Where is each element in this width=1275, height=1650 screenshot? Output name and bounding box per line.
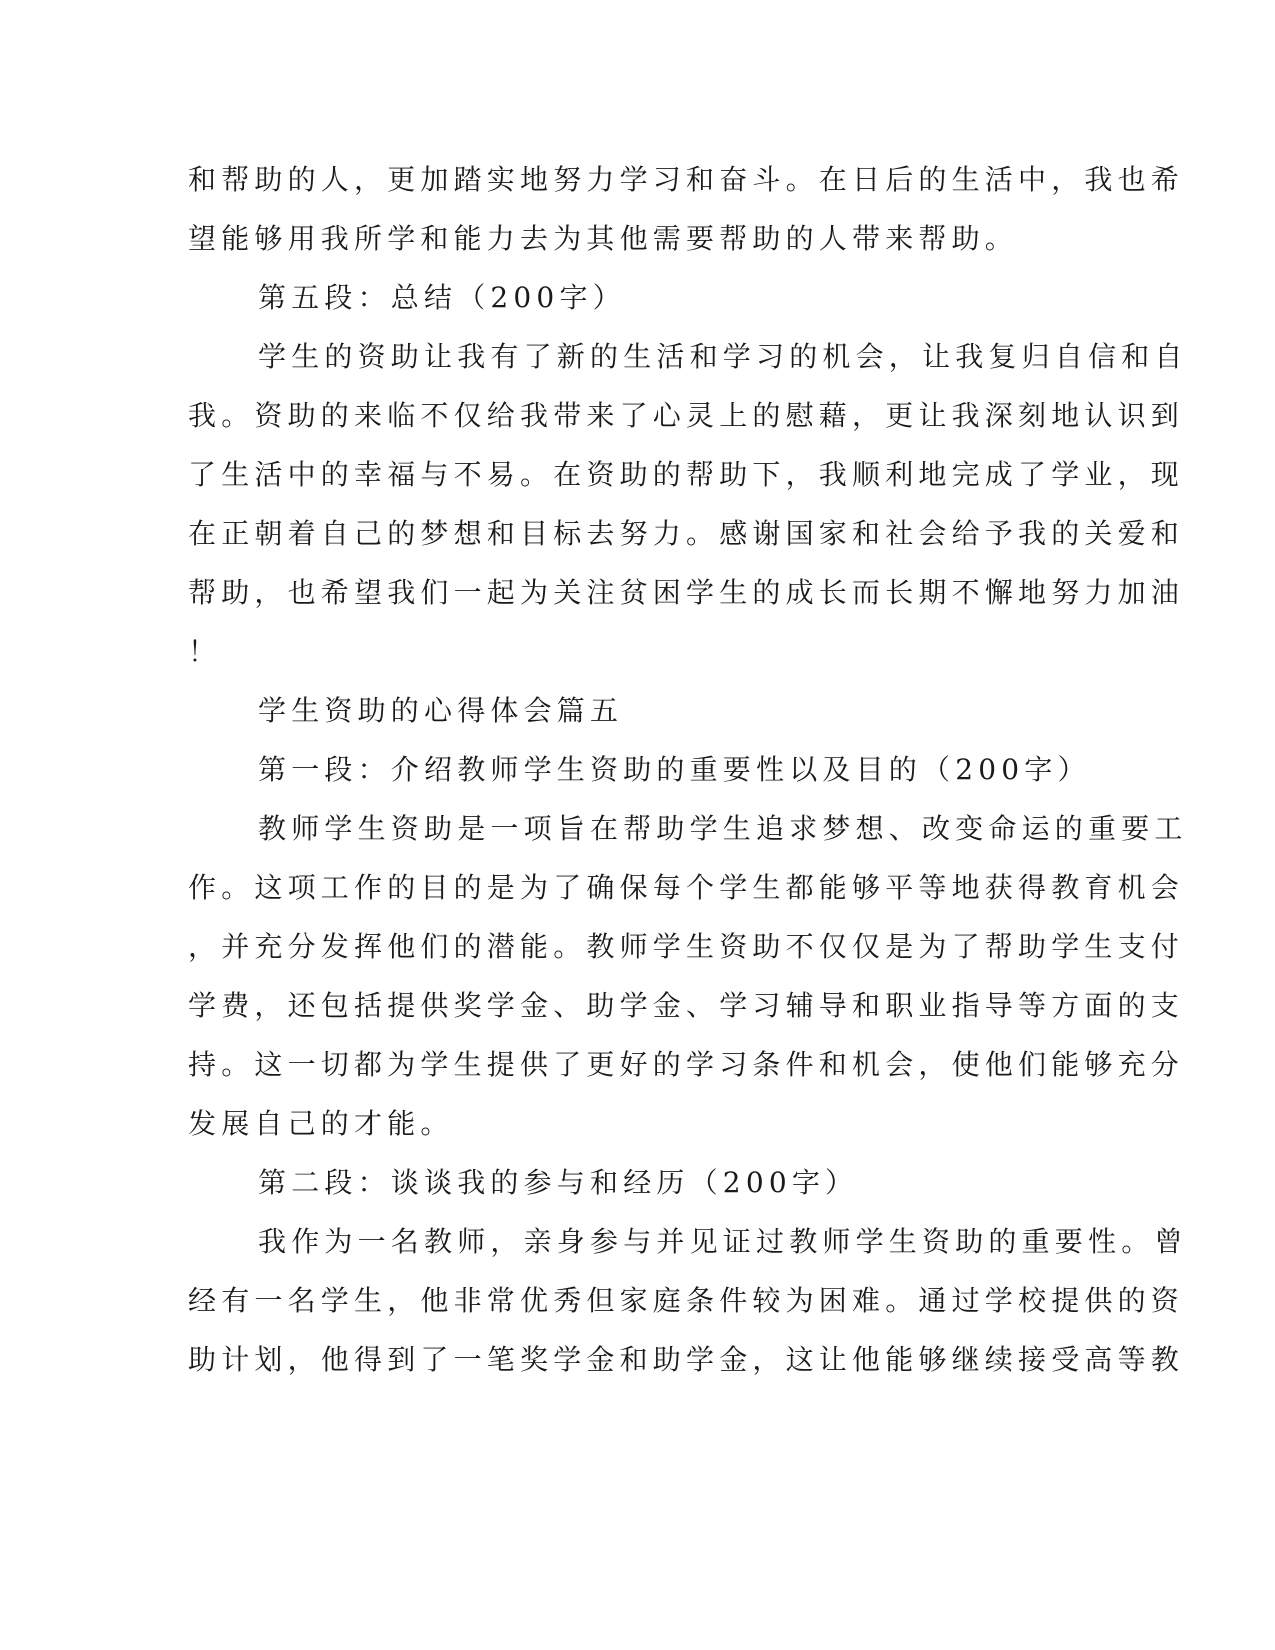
section-heading: 第二段：谈谈我的参与和经历（200字） xyxy=(258,1166,859,1199)
section-heading: 第五段：总结（200字） xyxy=(258,281,626,314)
paragraph-line: 了生活中的幸福与不易。在资助的帮助下，我顺利地完成了学业，现 xyxy=(188,458,1185,491)
paragraph-line: 我作为一名教师，亲身参与并见证过教师学生资助的重要性。曾 xyxy=(258,1225,1188,1258)
paragraph-line: 学生的资助让我有了新的生活和学习的机会，让我复归自信和自 xyxy=(258,340,1188,373)
paragraph-line: 望能够用我所学和能力去为其他需要帮助的人带来帮助。 xyxy=(188,222,1019,255)
article-title: 学生资助的心得体会篇五 xyxy=(258,694,624,727)
paragraph-line: 学费，还包括提供奖学金、助学金、学习辅导和职业指导等方面的支 xyxy=(188,989,1185,1022)
paragraph-line: 发展自己的才能。 xyxy=(188,1107,454,1140)
paragraph-line: ，并充分发挥他们的潜能。教师学生资助不仅仅是为了帮助学生支付 xyxy=(188,930,1185,963)
paragraph-line: 教师学生资助是一项旨在帮助学生追求梦想、改变命运的重要工 xyxy=(258,812,1188,845)
paragraph-line: 持。这一切都为学生提供了更好的学习条件和机会，使他们能够充分 xyxy=(188,1048,1185,1081)
paragraph-line: 我。资助的来临不仅给我带来了心灵上的慰藉，更让我深刻地认识到 xyxy=(188,399,1185,432)
paragraph-line: 帮助，也希望我们一起为关注贫困学生的成长而长期不懈地努力加油 xyxy=(188,576,1185,609)
paragraph-line: 经有一名学生，他非常优秀但家庭条件较为困难。通过学校提供的资 xyxy=(188,1284,1185,1317)
paragraph-line: ！ xyxy=(188,635,222,668)
paragraph-line: 助计划，他得到了一笔奖学金和助学金，这让他能够继续接受高等教 xyxy=(188,1343,1185,1376)
paragraph-line: 在正朝着自己的梦想和目标去努力。感谢国家和社会给予我的关爱和 xyxy=(188,517,1185,550)
section-heading: 第一段：介绍教师学生资助的重要性以及目的（200字） xyxy=(258,753,1091,786)
paragraph-line: 和帮助的人，更加踏实地努力学习和奋斗。在日后的生活中，我也希 xyxy=(188,163,1185,196)
paragraph-line: 作。这项工作的目的是为了确保每个学生都能够平等地获得教育机会 xyxy=(188,871,1185,904)
